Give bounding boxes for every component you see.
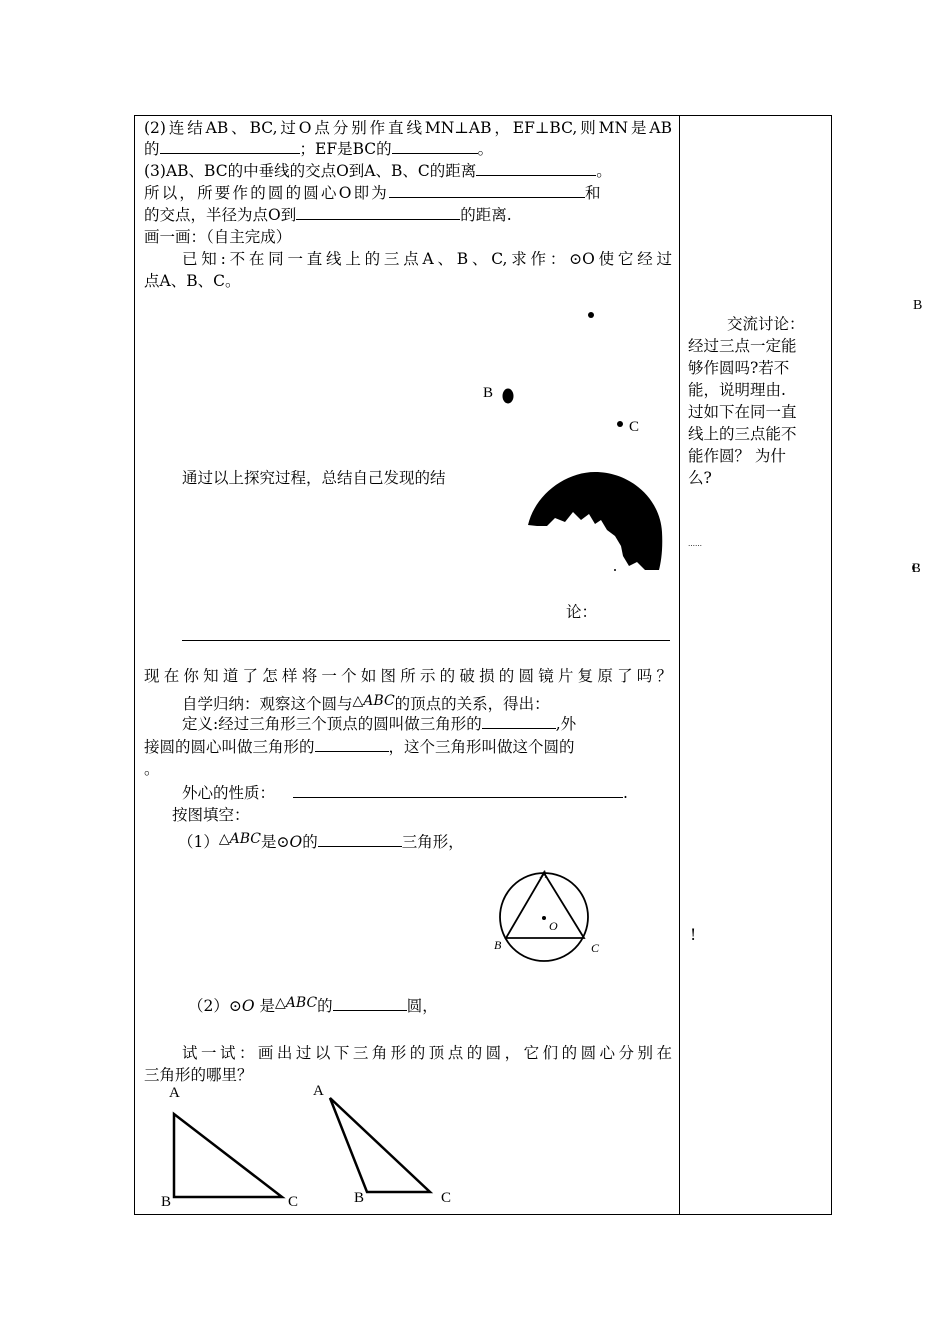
circle-label-a: A [540, 867, 548, 881]
draw-title: 画一画：（自主完成） [144, 228, 292, 246]
step2-line1: (2)连结AB、BC,过O点分别作直线MN⊥AB，EF⊥BC,则MN是AB [144, 119, 672, 137]
fill-title: 按图填空： [172, 806, 250, 824]
side-line: 够作圆吗?若不 [688, 359, 790, 377]
side-line: 能作圆？ 为什 [688, 447, 786, 465]
side-line: 能，说明理由. [688, 381, 786, 399]
side-line: 么? [688, 469, 712, 487]
summary-text: 通过以上探究过程，总结自己发现的结 [182, 469, 446, 487]
side-dots: …… [688, 540, 702, 548]
mirror-question: 现在你知道了怎样将一个如图所示的破损的圆镜片复原了吗？ [144, 667, 672, 685]
tri1-label-a: A [169, 1085, 180, 1101]
tri2-label-b: B [354, 1190, 365, 1206]
triangle-obtuse [330, 1098, 430, 1192]
draw-known-line2: 点A、B、C。 [144, 272, 241, 290]
side-line: 过如下在同一直 [688, 403, 797, 421]
point-b-label: B [483, 385, 494, 401]
draw-known-line1: 已知:不在同一直线上的三点A、B、C,求作：⊙O使它经过 [182, 250, 672, 268]
tri2-label-c: C [441, 1190, 452, 1206]
try-line1: 试一试：画出过以下三角形的顶点的圆，它们的圆心分别在 [182, 1044, 672, 1062]
circle-label-b: B [494, 938, 502, 952]
tri1-label-b: B [161, 1194, 172, 1210]
triangle-right [174, 1114, 282, 1197]
margin-letter-b: B [913, 298, 923, 313]
side-line: 经过三点一定能 [688, 337, 797, 355]
circle-label-c: C [591, 941, 600, 955]
side-discussion-title: 交流讨论： [727, 315, 805, 333]
fill2-line: （2）⊙O 是△ABC的 圆， [188, 995, 438, 1015]
try-line2: 三角形的哪里？ [144, 1066, 253, 1084]
induction-line: 自学归纳：观察这个圆与△ABC的顶点的关系，得出： [182, 693, 550, 713]
step3-line1: (3)AB、BC的中垂线的交点O到A、B、C的距离 。 [144, 162, 612, 180]
tri2-label-a: A [313, 1083, 324, 1099]
circle-label-o: O [549, 919, 558, 933]
step2-line2: 的 ；EF是BC的 。 [144, 140, 494, 158]
side-line: 线上的三点能不 [688, 425, 797, 443]
step3-line2: 所以，所要作的圆的圆心O即为 和 [144, 184, 603, 202]
step3-line3: 的交点，半径为点O到 的距离. [144, 206, 512, 224]
point-c-label: C [629, 419, 640, 435]
side-exclaim: ! [690, 926, 697, 944]
summary-tail: 论： [566, 603, 598, 621]
property-line: 外心的性质： . [182, 784, 628, 802]
definition-line1: 定义:经过三角形三个顶点的圆叫做三角形的 ,外 [182, 715, 577, 733]
definition-line2: 接圆的圆心叫做三角形的 ，这个三角形叫做这个圆的 [144, 738, 575, 756]
fill1-line: （1）△ABC是⊙O的 三角形， [178, 831, 464, 851]
tri1-label-c: C [288, 1194, 299, 1210]
definition-line3: 。 [144, 760, 160, 778]
